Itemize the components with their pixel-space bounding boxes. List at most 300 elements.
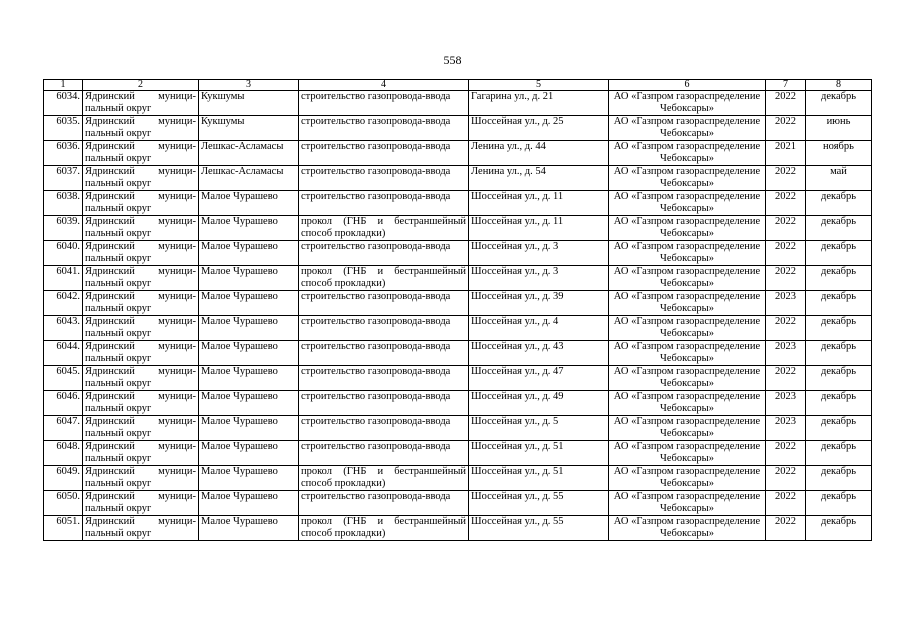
work-type-line-1: строительство газопровода-ввода (301, 366, 451, 377)
district-word: муници- (158, 141, 196, 152)
work-type-cell (299, 366, 469, 391)
organization-line-2: Чебоксары» (660, 103, 714, 114)
organization-line-1: АО «Газпром газораспределение (613, 216, 761, 227)
settlement-cell: Малое Чурашево (199, 291, 299, 316)
row-number: 6034. (44, 91, 83, 116)
district-cell (83, 191, 199, 216)
work-type-line-1: строительство газопровода-ввода (301, 166, 451, 177)
year-cell: 2022 (766, 216, 806, 241)
work-type-line-1: строительство газопровода-ввода (301, 116, 451, 127)
organization-line-1: АО «Газпром газораспределение (613, 116, 761, 127)
district-word: муници- (158, 291, 196, 302)
district-cell (83, 441, 199, 466)
row-number: 6047. (44, 416, 83, 441)
table-row (44, 391, 872, 416)
address-cell: Шоссейная ул., д. 47 (469, 366, 609, 391)
table-row (44, 441, 872, 466)
year-cell: 2023 (766, 291, 806, 316)
district-line-2: пальный округ (85, 153, 152, 164)
organization-line-1: АО «Газпром газораспределение (613, 316, 761, 327)
district-cell (83, 116, 199, 141)
month-cell: июнь (806, 116, 872, 141)
organization-cell (609, 291, 766, 316)
row-number: 6038. (44, 191, 83, 216)
work-type-cell (299, 416, 469, 441)
column-header: 8 (806, 80, 872, 91)
work-type-line-2: способ прокладки) (301, 278, 386, 289)
work-type-cell (299, 441, 469, 466)
district-cell (83, 241, 199, 266)
work-type-line-1: строительство газопровода-ввода (301, 241, 451, 252)
organization-line-1: АО «Газпром газораспределение (613, 491, 761, 502)
district-line-1 (85, 341, 196, 353)
settlement-cell: Малое Чурашево (199, 441, 299, 466)
work-type-cell (299, 116, 469, 141)
district-line-2: пальный округ (85, 178, 152, 189)
work-type-cell (299, 291, 469, 316)
row-number: 6039. (44, 216, 83, 241)
district-word: Ядринский (85, 516, 135, 527)
column-header: 2 (83, 80, 199, 91)
district-word: муници- (158, 466, 196, 477)
organization-cell (609, 341, 766, 366)
address-cell: Шоссейная ул., д. 11 (469, 216, 609, 241)
month-cell: декабрь (806, 91, 872, 116)
district-cell (83, 491, 199, 516)
organization-line-1: АО «Газпром газораспределение (613, 441, 761, 452)
district-cell (83, 266, 199, 291)
district-cell (83, 466, 199, 491)
address-cell: Шоссейная ул., д. 51 (469, 466, 609, 491)
district-word: муници- (158, 416, 196, 427)
district-cell (83, 341, 199, 366)
organization-line-1: АО «Газпром газораспределение (613, 91, 761, 102)
district-line-2: пальный округ (85, 253, 152, 264)
work-type-line-1: строительство газопровода-ввода (301, 141, 451, 152)
settlement-cell: Лешкас-Асламасы (199, 141, 299, 166)
district-line-1 (85, 291, 196, 303)
work-type-line-1: строительство газопровода-ввода (301, 316, 451, 327)
work-type-cell (299, 91, 469, 116)
organization-line-2: Чебоксары» (660, 303, 714, 314)
address-cell: Шоссейная ул., д. 4 (469, 316, 609, 341)
district-word: муници- (158, 241, 196, 252)
work-type-line-1: строительство газопровода-ввода (301, 191, 451, 202)
district-word: муници- (158, 216, 196, 227)
district-word: муници- (158, 266, 196, 277)
row-number: 6050. (44, 491, 83, 516)
row-number: 6041. (44, 266, 83, 291)
organization-line-2: Чебоксары» (660, 203, 714, 214)
organization-line-2: Чебоксары» (660, 178, 714, 189)
settlement-cell: Малое Чурашево (199, 241, 299, 266)
year-cell: 2023 (766, 416, 806, 441)
district-word: Ядринский (85, 291, 135, 302)
organization-line-1: АО «Газпром газораспределение (613, 266, 761, 277)
organization-line-2: Чебоксары» (660, 378, 714, 389)
organization-line-1: АО «Газпром газораспределение (613, 391, 761, 402)
district-word: муници- (158, 116, 196, 127)
address-cell: Шоссейная ул., д. 3 (469, 241, 609, 266)
organization-cell (609, 141, 766, 166)
district-line-2: пальный округ (85, 103, 152, 114)
address-cell: Шоссейная ул., д. 3 (469, 266, 609, 291)
work-type-line-1: прокол (ГНБ и бестраншейный (301, 266, 466, 277)
table-row (44, 316, 872, 341)
district-word: муници- (158, 341, 196, 352)
district-line-1 (85, 166, 196, 178)
work-type-line-2: способ прокладки) (301, 228, 386, 239)
row-number: 6046. (44, 391, 83, 416)
address-cell: Шоссейная ул., д. 39 (469, 291, 609, 316)
page-number: 558 (443, 53, 462, 67)
address-cell: Шоссейная ул., д. 5 (469, 416, 609, 441)
district-cell (83, 416, 199, 441)
month-cell: декабрь (806, 366, 872, 391)
settlement-cell: Малое Чурашево (199, 266, 299, 291)
district-word: муници- (158, 366, 196, 377)
settlement-cell: Малое Чурашево (199, 416, 299, 441)
district-word: Ядринский (85, 166, 135, 177)
row-number: 6051. (44, 516, 83, 541)
registry-table (43, 79, 872, 541)
month-cell: декабрь (806, 441, 872, 466)
address-cell: Шоссейная ул., д. 11 (469, 191, 609, 216)
district-word: муници- (158, 166, 196, 177)
district-line-1 (85, 191, 196, 203)
district-line-1 (85, 466, 196, 478)
settlement-cell: Малое Чурашево (199, 391, 299, 416)
organization-cell (609, 191, 766, 216)
organization-line-2: Чебоксары» (660, 528, 714, 539)
year-cell: 2023 (766, 341, 806, 366)
month-cell: декабрь (806, 191, 872, 216)
district-line-2: пальный округ (85, 453, 152, 464)
table-row (44, 416, 872, 441)
district-line-1 (85, 316, 196, 328)
work-type-line-1: строительство газопровода-ввода (301, 291, 451, 302)
district-word: Ядринский (85, 491, 135, 502)
row-number: 6037. (44, 166, 83, 191)
organization-line-2: Чебоксары» (660, 278, 714, 289)
work-type-line-2: способ прокладки) (301, 478, 386, 489)
work-type-line-1: строительство газопровода-ввода (301, 491, 451, 502)
work-type-cell (299, 241, 469, 266)
work-type-line-1: строительство газопровода-ввода (301, 391, 451, 402)
organization-line-1: АО «Газпром газораспределение (613, 466, 761, 477)
organization-line-1: АО «Газпром газораспределение (613, 141, 761, 152)
district-word: Ядринский (85, 466, 135, 477)
organization-cell (609, 516, 766, 541)
work-type-cell (299, 316, 469, 341)
work-type-line-1: строительство газопровода-ввода (301, 441, 451, 452)
district-word: Ядринский (85, 366, 135, 377)
column-header: 3 (199, 80, 299, 91)
district-line-1 (85, 266, 196, 278)
organization-line-1: АО «Газпром газораспределение (613, 341, 761, 352)
district-word: муници- (158, 391, 196, 402)
year-cell: 2022 (766, 516, 806, 541)
organization-cell (609, 416, 766, 441)
settlement-cell: Малое Чурашево (199, 366, 299, 391)
organization-cell (609, 166, 766, 191)
district-cell (83, 216, 199, 241)
column-header: 7 (766, 80, 806, 91)
address-cell: Гагарина ул., д. 21 (469, 91, 609, 116)
district-word: Ядринский (85, 191, 135, 202)
work-type-cell (299, 391, 469, 416)
row-number: 6040. (44, 241, 83, 266)
month-cell: декабрь (806, 241, 872, 266)
organization-line-1: АО «Газпром газораспределение (613, 416, 761, 427)
organization-line-1: АО «Газпром газораспределение (613, 366, 761, 377)
row-number: 6035. (44, 116, 83, 141)
year-cell: 2022 (766, 191, 806, 216)
organization-line-2: Чебоксары» (660, 153, 714, 164)
organization-cell (609, 366, 766, 391)
district-line-1 (85, 241, 196, 253)
organization-cell (609, 116, 766, 141)
organization-line-1: АО «Газпром газораспределение (613, 516, 761, 527)
district-line-2: пальный округ (85, 328, 152, 339)
month-cell: декабрь (806, 516, 872, 541)
district-line-1 (85, 216, 196, 228)
settlement-cell: Малое Чурашево (199, 191, 299, 216)
work-type-cell (299, 491, 469, 516)
table-row (44, 141, 872, 166)
table-row (44, 241, 872, 266)
organization-cell (609, 491, 766, 516)
month-cell: декабрь (806, 391, 872, 416)
table-row (44, 341, 872, 366)
organization-cell (609, 241, 766, 266)
address-cell: Шоссейная ул., д. 49 (469, 391, 609, 416)
year-cell: 2022 (766, 116, 806, 141)
work-type-cell (299, 141, 469, 166)
year-cell: 2022 (766, 441, 806, 466)
district-word: муници- (158, 316, 196, 327)
table-row (44, 366, 872, 391)
organization-line-2: Чебоксары» (660, 428, 714, 439)
year-cell: 2022 (766, 316, 806, 341)
work-type-line-1: строительство газопровода-ввода (301, 91, 451, 102)
organization-cell (609, 391, 766, 416)
district-cell (83, 91, 199, 116)
organization-line-1: АО «Газпром газораспределение (613, 241, 761, 252)
month-cell: декабрь (806, 491, 872, 516)
district-word: Ядринский (85, 341, 135, 352)
table-row (44, 166, 872, 191)
district-line-2: пальный округ (85, 378, 152, 389)
settlement-cell: Кукшумы (199, 91, 299, 116)
year-cell: 2023 (766, 391, 806, 416)
address-cell: Ленина ул., д. 54 (469, 166, 609, 191)
work-type-line-1: прокол (ГНБ и бестраншейный (301, 466, 466, 477)
district-line-1 (85, 416, 196, 428)
address-cell: Шоссейная ул., д. 25 (469, 116, 609, 141)
year-cell: 2022 (766, 91, 806, 116)
organization-cell (609, 266, 766, 291)
work-type-cell (299, 341, 469, 366)
work-type-line-2: способ прокладки) (301, 528, 386, 539)
year-cell: 2021 (766, 141, 806, 166)
district-cell (83, 166, 199, 191)
district-word: Ядринский (85, 391, 135, 402)
year-cell: 2022 (766, 166, 806, 191)
table-row (44, 91, 872, 116)
row-number: 6044. (44, 341, 83, 366)
district-word: Ядринский (85, 316, 135, 327)
district-cell (83, 366, 199, 391)
month-cell: декабрь (806, 216, 872, 241)
district-line-1 (85, 441, 196, 453)
district-line-2: пальный округ (85, 528, 152, 539)
district-line-2: пальный округ (85, 503, 152, 514)
work-type-cell (299, 166, 469, 191)
settlement-cell: Малое Чурашево (199, 216, 299, 241)
work-type-line-1: прокол (ГНБ и бестраншейный (301, 516, 466, 527)
row-number: 6049. (44, 466, 83, 491)
settlement-cell: Малое Чурашево (199, 466, 299, 491)
table-row (44, 491, 872, 516)
district-line-1 (85, 141, 196, 153)
row-number: 6036. (44, 141, 83, 166)
work-type-cell (299, 216, 469, 241)
settlement-cell: Малое Чурашево (199, 491, 299, 516)
district-cell (83, 516, 199, 541)
district-word: муници- (158, 491, 196, 502)
district-line-1 (85, 116, 196, 128)
table-row (44, 216, 872, 241)
district-word: Ядринский (85, 241, 135, 252)
column-number-row (44, 80, 872, 91)
organization-line-2: Чебоксары» (660, 128, 714, 139)
organization-cell (609, 316, 766, 341)
district-word: Ядринский (85, 91, 135, 102)
organization-line-2: Чебоксары» (660, 328, 714, 339)
row-number: 6048. (44, 441, 83, 466)
district-word: Ядринский (85, 441, 135, 452)
district-cell (83, 316, 199, 341)
district-line-2: пальный округ (85, 203, 152, 214)
settlement-cell: Малое Чурашево (199, 516, 299, 541)
table-row (44, 516, 872, 541)
district-cell (83, 391, 199, 416)
organization-line-1: АО «Газпром газораспределение (613, 191, 761, 202)
column-header: 1 (44, 80, 83, 91)
organization-cell (609, 466, 766, 491)
district-word: муници- (158, 516, 196, 527)
address-cell: Шоссейная ул., д. 55 (469, 491, 609, 516)
month-cell: май (806, 166, 872, 191)
work-type-cell (299, 266, 469, 291)
column-header: 6 (609, 80, 766, 91)
district-word: Ядринский (85, 266, 135, 277)
settlement-cell: Малое Чурашево (199, 316, 299, 341)
month-cell: декабрь (806, 291, 872, 316)
organization-cell (609, 216, 766, 241)
address-cell: Шоссейная ул., д. 55 (469, 516, 609, 541)
organization-line-2: Чебоксары» (660, 453, 714, 464)
work-type-cell (299, 191, 469, 216)
month-cell: ноябрь (806, 141, 872, 166)
district-line-2: пальный округ (85, 403, 152, 414)
organization-cell (609, 91, 766, 116)
district-line-1 (85, 516, 196, 528)
table-row (44, 466, 872, 491)
district-word: Ядринский (85, 416, 135, 427)
row-number: 6045. (44, 366, 83, 391)
work-type-line-1: прокол (ГНБ и бестраншейный (301, 216, 466, 227)
district-line-2: пальный округ (85, 228, 152, 239)
table-row (44, 116, 872, 141)
work-type-cell (299, 516, 469, 541)
column-header: 5 (469, 80, 609, 91)
district-cell (83, 141, 199, 166)
district-word: муници- (158, 441, 196, 452)
district-word: Ядринский (85, 216, 135, 227)
organization-line-2: Чебоксары» (660, 253, 714, 264)
year-cell: 2022 (766, 266, 806, 291)
district-line-1 (85, 366, 196, 378)
district-line-2: пальный округ (85, 478, 152, 489)
district-cell (83, 291, 199, 316)
month-cell: декабрь (806, 416, 872, 441)
column-header: 4 (299, 80, 469, 91)
year-cell: 2022 (766, 241, 806, 266)
month-cell: декабрь (806, 466, 872, 491)
district-word: Ядринский (85, 141, 135, 152)
district-line-2: пальный округ (85, 128, 152, 139)
address-cell: Шоссейная ул., д. 43 (469, 341, 609, 366)
address-cell: Шоссейная ул., д. 51 (469, 441, 609, 466)
month-cell: декабрь (806, 341, 872, 366)
district-line-1 (85, 391, 196, 403)
organization-line-2: Чебоксары» (660, 353, 714, 364)
row-number: 6042. (44, 291, 83, 316)
organization-line-2: Чебоксары» (660, 478, 714, 489)
settlement-cell: Кукшумы (199, 116, 299, 141)
year-cell: 2022 (766, 366, 806, 391)
year-cell: 2022 (766, 491, 806, 516)
district-word: Ядринский (85, 116, 135, 127)
organization-line-2: Чебоксары» (660, 403, 714, 414)
district-line-2: пальный округ (85, 303, 152, 314)
year-cell: 2022 (766, 466, 806, 491)
organization-line-2: Чебоксары» (660, 228, 714, 239)
organization-line-1: АО «Газпром газораспределение (613, 166, 761, 177)
work-type-line-1: строительство газопровода-ввода (301, 341, 451, 352)
work-type-cell (299, 466, 469, 491)
organization-line-1: АО «Газпром газораспределение (613, 291, 761, 302)
settlement-cell: Лешкас-Асламасы (199, 166, 299, 191)
district-line-2: пальный округ (85, 428, 152, 439)
address-cell: Ленина ул., д. 44 (469, 141, 609, 166)
work-type-line-1: строительство газопровода-ввода (301, 416, 451, 427)
table-row (44, 266, 872, 291)
district-word: муници- (158, 91, 196, 102)
table-row (44, 291, 872, 316)
month-cell: декабрь (806, 266, 872, 291)
month-cell: декабрь (806, 316, 872, 341)
row-number: 6043. (44, 316, 83, 341)
organization-cell (609, 441, 766, 466)
table-row (44, 191, 872, 216)
settlement-cell: Малое Чурашево (199, 341, 299, 366)
district-line-2: пальный округ (85, 353, 152, 364)
district-line-1 (85, 491, 196, 503)
district-line-2: пальный округ (85, 278, 152, 289)
